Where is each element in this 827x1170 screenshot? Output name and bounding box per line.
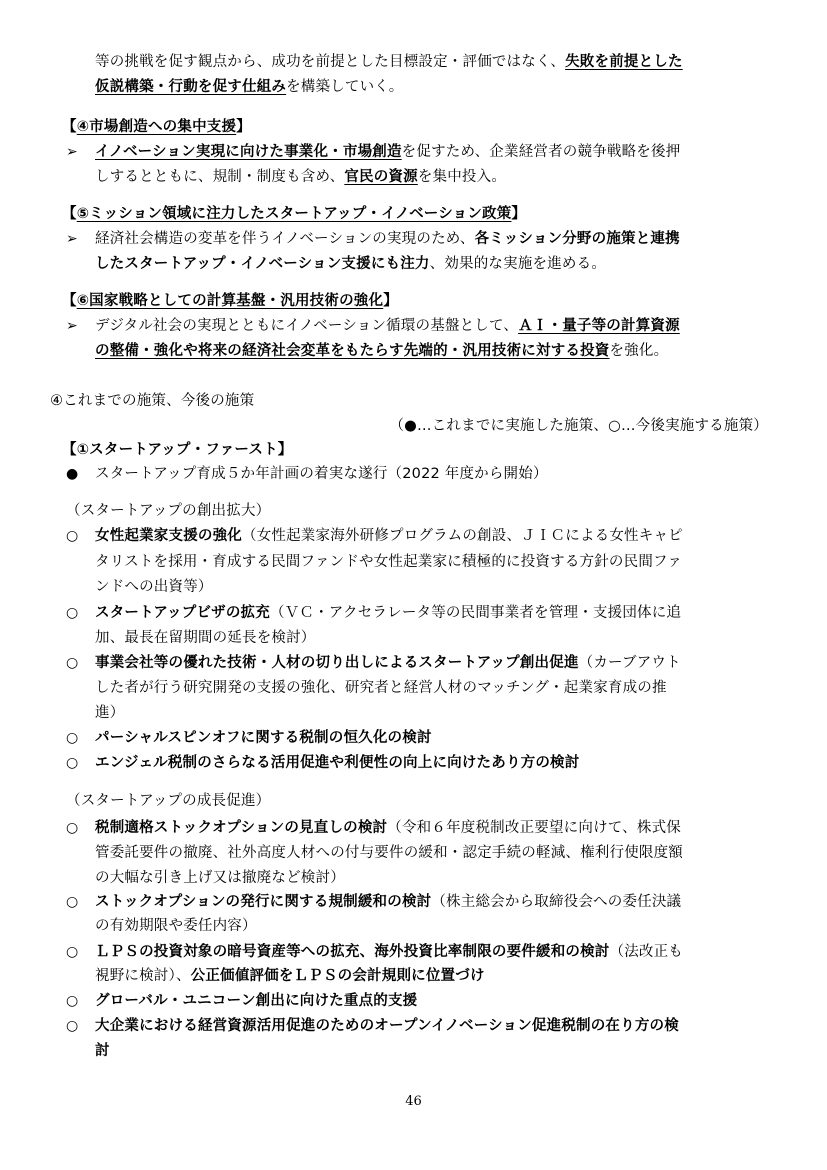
arrow-bullet-icon: ➢ [66,231,78,247]
item-3-line-1 [95,651,681,675]
open-circle-icon: ○ [66,993,79,1009]
item-3-line-2: した者が行う研究開発の支援の強化、研究者と経営人材のマッチング・起業家育成の推 [95,680,667,696]
group-growth-label: （スタートアップの成長促進） [66,793,271,809]
bracket: 】 [511,206,527,222]
arrow-bullet-icon: ➢ [66,144,78,160]
done-item: スタートアップ育成５か年計画の着実な遂行（2022 年度から開始） [95,466,548,482]
item-title: 女性起業家支援の強化 [95,528,242,544]
item-detail: （法改正も [609,944,683,960]
section-4-line-1 [95,140,680,164]
intro-text: を構築していく。 [286,79,404,95]
intro-line-1 [95,50,683,74]
open-circle-icon: ○ [66,730,79,746]
policies-title: ④これまでの施策、今後の施策 [50,393,255,409]
item-detail: 視野に検討）、 [95,968,191,984]
bracket: 】 [383,293,398,309]
startup-first-heading: 【①スタートアップ・ファースト】 [62,442,293,458]
item-title: ストックオプションの発行に関する規制緩和の検討 [95,894,432,910]
bold-text: 各ミッション分野の施策と連携 [474,231,680,247]
filled-circle-icon: ● [66,466,79,482]
item-7-line-2: の有効期限や委任内容） [95,918,257,934]
item-title: 公正価値評価をＬＰＳの会計規則に位置づけ [190,968,485,984]
item-7-line-1 [95,890,681,914]
item-2-line-2: 加、最長在留期間の延長を検討） [95,630,316,646]
emphasis-text: 官民の資源 [344,169,418,185]
emphasis-text: ＡＩ・量子等の計算資源 [518,318,680,334]
body-text: デジタル社会の実現とともにイノベーション循環の基盤として、 [95,318,519,334]
open-circle-icon: ○ [66,755,79,771]
body-text: 、効果的な実施を進める。 [429,256,607,272]
item-5-line-1: エンジェル税制のさらなる活用促進や利便性の向上に向けたあり方の検討 [95,755,580,771]
bold-text: したスタートアップ・イノベーション支援にも注力 [95,256,430,272]
body-text: を集中投入。 [417,169,507,185]
item-6-line-3: の大幅な引き上げ又は撤廃など検討） [95,870,345,886]
section-5-line-2 [95,252,606,276]
section-6-line-1 [95,314,680,338]
item-4-line-1: パーシャルスピンオフに関する税制の恒久化の検討 [95,730,432,746]
group-creation-label: （スタートアップの創出拡大） [66,503,271,519]
item-detail: （カーブアウト [578,655,681,671]
intro-line-2 [95,75,403,99]
section-6-line-2 [95,339,668,363]
bracket: 【 [62,293,77,309]
open-circle-icon: ○ [66,894,79,910]
intro-text: 等の挑戦を促す観点から、成功を前提とした目標設定・評価ではなく、 [95,54,566,70]
open-circle-icon: ○ [66,655,79,671]
body-text: 経済社会構造の変革を伴うイノベーションの実現のため、 [95,231,475,247]
item-6-line-1 [95,816,681,840]
body-text: を促すため、企業経営者の競争戦略を後押 [401,144,681,160]
heading-text: ④市場創造への集中支援 [76,119,237,135]
open-circle-icon: ○ [66,1018,79,1034]
section-5-line-1 [95,227,680,251]
item-title: スタートアップビザの拡充 [95,605,270,621]
item-title: ＬＰＳの投資対象の暗号資産等への拡充、海外投資比率制限の要件緩和の検討 [95,944,610,960]
heading-text: ⑥国家戦略としての計算基盤・汎用技術の強化 [76,293,384,309]
heading-text: ⑤ミッション領域に注力したスタートアップ・イノベーション政策 [76,206,512,222]
item-8-line-1 [95,940,683,964]
item-title: 税制適格ストックオプションの見直しの検討 [95,820,388,836]
intro-emphasis: 仮説構築・行動を促す仕組み [95,79,287,95]
emphasis-text: の整備・強化や将来の経済社会変革をもたらす先端的・汎用技術に対する投資 [95,343,610,359]
emphasis-text: イノベーション実現に向けた事業化・市場創造 [95,144,402,160]
item-10-line-1: 大企業における経営資源活用促進のためのオープンイノベーション促進税制の在り方の検 [95,1018,679,1034]
item-title: 事業会社等の優れた技術・人材の切り出しによるスタートアップ創出促進 [95,655,579,671]
body-text: しするとともに、規制・制度も含め、 [95,169,345,185]
open-circle-icon: ○ [66,605,79,621]
item-8-line-2 [95,964,485,988]
item-9-line-1: グローバル・ユニコーン創出に向けた重点的支援 [95,993,418,1009]
item-detail: （株主総会から取締役会への委任決議 [431,894,682,910]
item-3-line-3: 進） [95,705,125,721]
arrow-bullet-icon: ➢ [66,318,78,334]
item-detail: （女性起業家海外研修プログラムの創設、ＪＩＣによる女性キャピ [242,528,683,544]
open-circle-icon: ○ [66,820,79,836]
bracket: 【 [62,206,77,222]
item-1-line-3: ンドへの出資等） [95,579,213,595]
policies-legend: （●…これまでに実施した施策、○…今後実施する施策） [389,418,768,434]
open-circle-icon: ○ [66,944,79,960]
item-6-line-2: 管委託要件の撤廃、社外高度人材への付与要件の緩和・認定手続の軽減、権利行使限度額 [95,845,683,861]
section-4-line-2 [95,165,506,189]
item-detail: （令和６年度税制改正要望に向けて、株式保 [387,820,681,836]
intro-emphasis: 失敗を前提とした [565,54,683,70]
item-detail: （ＶＣ・アクセラレータ等の民間事業者を管理・支援団体に追 [269,605,682,621]
page-number: 46 [405,1094,422,1109]
section-4-heading [62,115,251,139]
bracket: 【 [62,119,77,135]
section-5-heading [62,202,526,226]
item-1-line-2: タリストを採用・育成する民間ファンドや女性起業家に積極的に投資する方針の民間ファ [95,554,683,570]
item-2-line-1 [95,601,681,625]
bracket: 】 [236,119,251,135]
open-circle-icon: ○ [66,528,79,544]
section-6-heading [62,289,398,313]
body-text: を強化。 [609,343,669,359]
item-10-line-2: 討 [95,1043,110,1059]
item-1-line-1 [95,524,683,548]
